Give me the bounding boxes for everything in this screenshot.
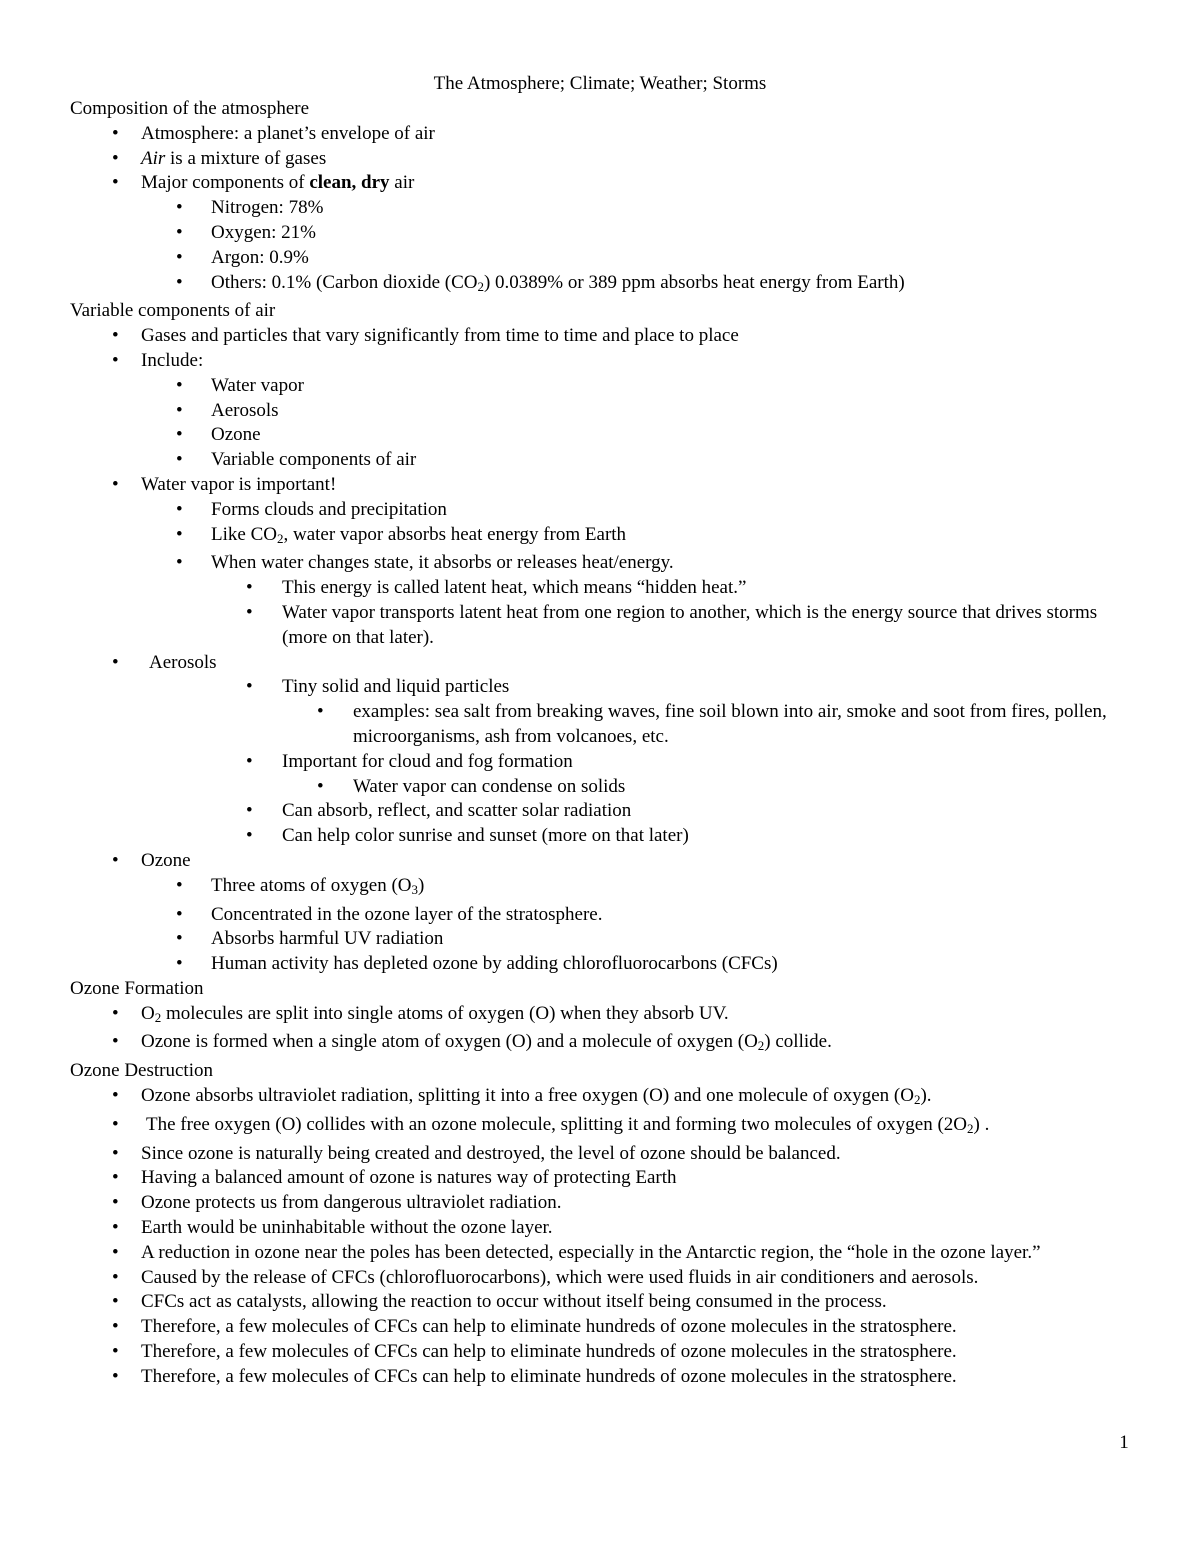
text-run: Ozone absorbs ultraviolet radiation, splitting it into a free oxygen (O) and one molecule of oxygen (O [141, 1085, 914, 1107]
bullet-item [70, 122, 1130, 147]
bullet-item [70, 874, 1130, 903]
item-text: Variable components of air [211, 449, 417, 471]
bullet-item [70, 927, 1130, 952]
item-text: Ozone [211, 424, 261, 446]
bullet-icon: • [246, 601, 253, 623]
text-run: The free oxygen (O) collides with an ozone molecule, splitting it and forming two molecules of oxygen (2O [146, 1113, 968, 1135]
item-text: Gases and particles that vary significantly from time to time and place to place [141, 325, 739, 347]
bullet-item [70, 1030, 1130, 1059]
section-heading [70, 1059, 1130, 1084]
item-text: Ozone Destruction [70, 1060, 213, 1082]
bullet-item [70, 1290, 1130, 1315]
bullet-icon: • [112, 1031, 119, 1053]
bullet-item [70, 700, 1130, 750]
bullet-icon: • [176, 523, 183, 545]
bullet-item [70, 601, 1130, 651]
bullet-item [70, 399, 1130, 424]
text-run: ) 0.0389% or 389 ppm absorbs heat energy from Earth) [483, 271, 905, 293]
bullet-icon: • [176, 424, 183, 446]
item-text: Ozone [141, 849, 191, 871]
bullet-item [70, 952, 1130, 977]
item-text: Can help color sunrise and sunset (more on that later) [282, 825, 689, 847]
bullet-icon: • [112, 1241, 119, 1263]
item-text: Ozone protects us from dangerous ultraviolet radiation. [141, 1192, 562, 1214]
text-run: O [141, 1002, 155, 1024]
bullet-icon: • [246, 825, 253, 847]
bullet-item [70, 1142, 1130, 1167]
item-text: When water changes state, it absorbs or releases heat/energy. [211, 552, 674, 574]
text-run: 2 [154, 1009, 162, 1025]
bullet-icon: • [112, 849, 119, 871]
bullet-icon: • [176, 221, 183, 243]
bullet-item [70, 1002, 1130, 1031]
bullet-icon: • [176, 874, 183, 896]
item-text: Argon: 0.9% [211, 246, 309, 268]
bullet-icon: • [112, 1142, 119, 1164]
bullet-item [70, 221, 1130, 246]
text-run: ) [418, 874, 425, 896]
bullet-item [70, 473, 1130, 498]
text-run: 2 [477, 278, 484, 294]
section-heading [70, 299, 1130, 324]
bullet-item [70, 1241, 1130, 1266]
bullet-item [70, 1340, 1130, 1365]
bullet-item [70, 1191, 1130, 1216]
bullet-icon: • [112, 122, 119, 144]
bullet-icon: • [112, 325, 119, 347]
item-text: Water vapor can condense on solids [353, 775, 626, 797]
text-run: 2 [757, 1038, 765, 1054]
text-run: is a mixture of gases [165, 147, 327, 169]
bullet-item [70, 147, 1130, 172]
bullet-icon: • [176, 928, 183, 950]
item-text: Composition of the atmosphere [70, 98, 310, 119]
text-run: clean, dry [309, 172, 390, 194]
bullet-item [70, 246, 1130, 271]
bullet-item [70, 750, 1130, 775]
item-text: Having a balanced amount of ozone is natures way of protecting Earth [141, 1167, 677, 1189]
item-text: Aerosols [149, 651, 217, 673]
bullet-item [70, 1315, 1130, 1340]
item-text: Ozone Formation [70, 977, 204, 999]
bullet-item [70, 551, 1130, 576]
bullet-icon: • [176, 399, 183, 421]
item-text: Concentrated in the ozone layer of the stratosphere. [211, 903, 603, 925]
text-run: ) . [973, 1113, 990, 1135]
document-body [70, 97, 1130, 1390]
item-text: Include: [141, 349, 204, 371]
bullet-icon: • [176, 449, 183, 471]
bullet-item [70, 523, 1130, 552]
bullet-item [70, 576, 1130, 601]
item-text: Nitrogen: 78% [211, 197, 324, 219]
text-run: Others: 0.1% (Carbon dioxide (CO [211, 271, 478, 293]
bullet-icon: • [112, 1266, 119, 1288]
item-text: Therefore, a few molecules of CFCs can help to eliminate hundreds of ozone molecules in the stratosphere. [141, 1316, 957, 1338]
item-text: Can absorb, reflect, and scatter solar radiation [282, 800, 632, 822]
text-run: 2 [967, 1120, 974, 1136]
bullet-icon: • [112, 1217, 119, 1239]
item-text: Therefore, a few molecules of CFCs can help to eliminate hundreds of ozone molecules in the stratosphere. [141, 1341, 957, 1363]
bullet-item [70, 374, 1130, 399]
bullet-icon: • [112, 147, 119, 169]
bullet-icon: • [176, 552, 183, 574]
bullet-item [70, 1113, 1130, 1142]
bullet-icon: • [112, 1085, 119, 1107]
item-text: This energy is called latent heat, which means “hidden heat.” [282, 577, 747, 599]
text-run: 2 [913, 1092, 921, 1108]
bullet-icon: • [176, 903, 183, 925]
item-text: Atmosphere: a planet’s envelope of air [141, 122, 435, 144]
bullet-icon: • [112, 473, 119, 495]
item-text: Since ozone is naturally being created and destroyed, the level of ozone should be balanced. [141, 1142, 841, 1164]
text-run: , water vapor absorbs heat energy from Earth [283, 523, 627, 545]
item-text: CFCs act as catalysts, allowing the reaction to occur without itself being consumed in the process. [141, 1291, 887, 1313]
bullet-icon: • [176, 374, 183, 396]
bullet-icon: • [246, 676, 253, 698]
bullet-icon: • [112, 1167, 119, 1189]
text-run: ). [920, 1085, 932, 1107]
bullet-item [70, 651, 1130, 676]
bullet-icon: • [112, 1316, 119, 1338]
document-title: The Atmosphere; Climate; Weather; Storms [433, 73, 767, 94]
bullet-icon: • [112, 1113, 119, 1135]
bullet-icon: • [112, 1192, 119, 1214]
text-run: Like CO [211, 523, 277, 545]
bullet-item [70, 1365, 1130, 1390]
bullet-item [70, 675, 1130, 700]
item-text: Caused by the release of CFCs (chlorofluorocarbons), which were used fluids in air conditioners and aerosols. [141, 1266, 979, 1288]
bullet-icon: • [176, 246, 183, 268]
bullet-item [70, 448, 1130, 473]
text-run: ) collide. [764, 1031, 832, 1053]
text-run: Ozone is formed when a single atom of oxygen (O) and a molecule of oxygen (O [141, 1031, 758, 1053]
item-text: Aerosols [211, 399, 279, 421]
bullet-item [70, 849, 1130, 874]
text-run: Three atoms of oxygen (O [211, 874, 412, 896]
section-heading [70, 97, 1130, 122]
bullet-icon: • [246, 800, 253, 822]
bullet-item [70, 1084, 1130, 1113]
bullet-item [70, 824, 1130, 849]
item-text: A reduction in ozone near the poles has been detected, especially in the Antarctic region, the “hole in the ozone layer.” [141, 1241, 1041, 1263]
bullet-item [70, 271, 1130, 300]
bullet-item [70, 171, 1130, 196]
bullet-item [70, 349, 1130, 374]
text-run: molecules are split into single atoms of oxygen (O) when they absorb UV. [161, 1002, 729, 1024]
bullet-item [70, 498, 1130, 523]
bullet-item [70, 1216, 1130, 1241]
bullet-item [70, 196, 1130, 221]
bullet-icon: • [246, 577, 253, 599]
bullet-icon: • [176, 197, 183, 219]
item-text: Variable components of air [70, 300, 276, 322]
text-run: 3 [411, 881, 418, 897]
text-run: Air [141, 147, 166, 169]
bullet-icon: • [176, 498, 183, 520]
item-text: Forms clouds and precipitation [211, 498, 447, 520]
bullet-icon: • [112, 349, 119, 371]
bullet-icon: • [317, 775, 324, 797]
bullet-icon: • [112, 172, 119, 194]
item-text: Absorbs harmful UV radiation [211, 928, 444, 950]
bullet-icon: • [112, 1002, 119, 1024]
bullet-icon: • [176, 271, 183, 293]
bullet-item [70, 775, 1130, 800]
bullet-icon: • [246, 750, 253, 772]
bullet-item [70, 324, 1130, 349]
bullet-icon: • [176, 953, 183, 975]
bullet-icon: • [112, 1291, 119, 1313]
bullet-item [70, 799, 1130, 824]
item-text: Important for cloud and fog formation [282, 750, 573, 772]
bullet-icon: • [112, 651, 119, 673]
text-run: 2 [276, 530, 284, 546]
item-text: Tiny solid and liquid particles [282, 676, 510, 698]
item-text: Water vapor transports latent heat from one region to another, which is the energy source that drives storms (more on that later). [282, 601, 1098, 648]
item-text: Oxygen: 21% [211, 221, 317, 243]
bullet-item [70, 423, 1130, 448]
page-number: 1 [1119, 1432, 1129, 1453]
section-heading [70, 977, 1130, 1002]
item-text: Water vapor is important! [141, 473, 337, 495]
item-text: Human activity has depleted ozone by adding chlorofluorocarbons (CFCs) [211, 953, 778, 975]
bullet-icon: • [112, 1365, 119, 1387]
bullet-item [70, 903, 1130, 928]
bullet-icon: • [112, 1341, 119, 1363]
bullet-item [70, 1266, 1130, 1291]
text-run: Major components of [141, 172, 310, 194]
item-text: Earth would be uninhabitable without the ozone layer. [141, 1217, 553, 1239]
bullet-icon: • [317, 701, 324, 723]
text-run: air [389, 172, 415, 194]
item-text: Therefore, a few molecules of CFCs can help to eliminate hundreds of ozone molecules in the stratosphere. [141, 1365, 957, 1387]
bullet-item [70, 1166, 1130, 1191]
item-text: Water vapor [211, 374, 304, 396]
item-text: examples: sea salt from breaking waves, fine soil blown into air, smoke and soot from fires, pollen, microorganisms, ash from volcanoes, etc. [353, 701, 1107, 747]
